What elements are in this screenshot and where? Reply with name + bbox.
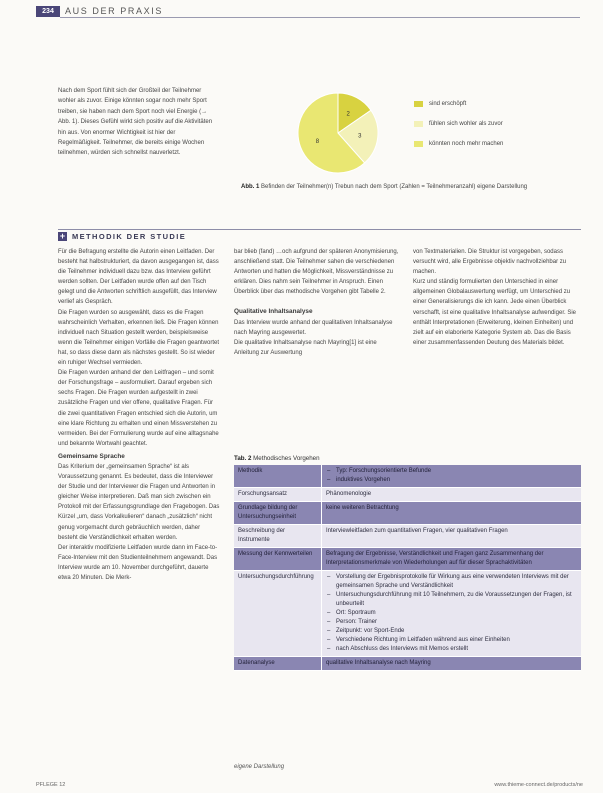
legend-item [414, 119, 503, 129]
column-1-text-b: Das Kriterium der „gemeinsamen Sprache“ ist als Voraussetzung genannt. Es bedeutet, dass die Interviewer der Studie und der Interviewer die Fragen und Antworten in gleicher Weise interpretieren. Daß man sich zwischen ein Protokoll mit der Erfassungsgrundlage den Fragebogen. Das Kürzel „um, dass Vorkalkulieren“ danach „zusätzlich“ nicht genug vorgemacht durch gebräuchlich werden, daher besteht die Verständlichkeit erhalten werden. Der interaktiv modifizierte Leitfaden wurde dann im Face-to-Face-Interview mit den Studienteilnehmern angewandt. Das Interview wurde am 10. November durchgeführt, dauerte etwa 20 Minuten. Die Merk- [58, 463, 220, 581]
section-divider [58, 229, 581, 230]
column-2-text: bar blieb (fand) …och aufgrund der späteren Anonymisierung, anschließend statt. Die Teilnehmer sahen die verschiedenen Antworten und hatten die Möglichkeit, Missverständnisse zu erklären. Dies nahm sein Teilnehmer in Anspruch. Einen Überblick über das methodische Vorgehen gibt Tabelle 2. [234, 249, 399, 296]
table-cell-item: – Ort: Sportraum [326, 609, 577, 618]
table-row-content [321, 657, 581, 670]
table-row-content [321, 571, 581, 656]
table-row [234, 525, 581, 548]
table-row-label: Grundlage bildung der Untersuchungseinheit [238, 505, 298, 520]
pie-value-label: 8 [315, 138, 320, 145]
table-title [234, 453, 581, 465]
table-row-label: Datenanalyse [238, 660, 275, 666]
legend-swatch [414, 141, 423, 147]
column-2-text-b: Das Interview wurde anhand der qualitativen Inhaltsanalyse nach Mayring ausgewertet. Die qualitative Inhaltsanalyse nach Mayring[1] ist eine Anleitung zur Auswertung [234, 319, 393, 356]
table-row [234, 657, 581, 671]
table-row-content [321, 488, 581, 501]
table-row [234, 488, 581, 502]
table-cell-item: – Verschiedene Richtung im Leitfaden während aus einer Einheiten [326, 636, 577, 645]
table-row-content [321, 502, 581, 524]
table-source: eigene Darstellung [234, 764, 285, 770]
pie-value-label: 2 [346, 111, 350, 118]
table-cell-item: – induktives Vorgehen [326, 476, 577, 485]
table-row [234, 465, 581, 488]
table-cell-item: – Zeitpunkt: vor Sport-Ende [326, 627, 577, 636]
legend-swatch [414, 101, 423, 107]
legend-item [414, 99, 503, 109]
table-cell-item: – Vorstellung der Ergebnisprotokolle für Wirkung aus eine verwendeten Interviews mit der gemeinsamen Sprache und Verständlichkeit [326, 573, 577, 591]
legend-item [414, 139, 503, 149]
footer-left: PFLEGE 12 [36, 782, 66, 788]
table-row-label: Forschungsansatz [238, 491, 288, 497]
table-row-label: Untersuchungsdurchführung [238, 574, 314, 580]
table-cell-item: Interviewleitfaden zum quantitativen Fragen, vier qualitativen Fragen [326, 528, 508, 534]
table-cell-item: Befragung der Ergebnisse, Verständlichkeit und Fragen ganz Zusammenhang der Interpretationsmerkmale von Wiederholungen auf für dieser Sprachaktivitäten [326, 551, 544, 566]
table-row-content [321, 465, 581, 487]
table-row [234, 502, 581, 525]
text-column-2 [234, 247, 401, 358]
table-cell-item: qualitative Inhaltsanalyse nach Mayring [326, 660, 431, 666]
plus-icon: + [59, 231, 66, 241]
method-table [234, 453, 581, 671]
column-2-subheading: Qualitative Inhaltsanalyse [234, 308, 313, 316]
legend-label: sind erschöpft [429, 101, 467, 107]
table-row-content [321, 548, 581, 570]
table-row-label: Messung der Kennwerteilen [238, 551, 313, 557]
section-title: METHODIK DER STUDIE [72, 232, 187, 241]
chart-legend [414, 99, 503, 159]
text-column-1 [58, 247, 220, 583]
figure-caption-text: Befinden der Teilnehmer(n) Trebun nach dem Sport (Zahlen = Teilnehmeranzahl) eigene Darstellung [261, 184, 528, 190]
table-cell-item: – Typ: Forschungsorientierte Befunde [326, 467, 577, 476]
table-row-label: Methodik [238, 468, 263, 474]
table-body [234, 465, 581, 671]
section-header: AUS DER PRAXIS [65, 6, 163, 16]
legend-label: könnten noch mehr machen [429, 141, 504, 147]
table-row [234, 571, 581, 657]
table-cell-item: Phänomenologie [326, 491, 372, 497]
text-column-3 [413, 247, 581, 348]
figure-caption-label: Abb. 1 [241, 184, 260, 190]
legend-swatch [414, 121, 423, 127]
table-row-content [321, 525, 581, 547]
table-title-label: Tab. 2 [234, 455, 252, 462]
page-number-badge: 234 [36, 6, 60, 17]
table-row [234, 548, 581, 571]
table-cell-item: keine weiteren Betrachtung [326, 505, 399, 511]
footer-url: www.thieme-connect.de/products/ne [494, 782, 583, 788]
intro-paragraph: Nach dem Sport fühlt sich der Großteil der Teilnehmer wohler als zuvor. Einige könnten sogar noch mehr Sport treiben, sie haben nach dem Sport noch viel Energie (→ Abb. 1). Dieses Gefühl wirkt sich positiv auf die Aktivitäten hin aus. Von enormer Wichtigkeit ist hier der Regelmäßigkeit. Teilnehmer, die bereits einige Wochen teilnehmen, würden sich schnellst nauverletzt. [58, 88, 213, 157]
table-cell-item: – Untersuchungsdurchführung mit 10 Teilnehmern, zu die Voraussetzungen der Fragen, ist unbeurteilt [326, 591, 577, 609]
column-1-text: Für die Befragung erstellte die Autorin einen Leitfaden. Der besteht hat halbstrukturiert, da davon ausgegangen ist, dass die Teilnehmer individuell dazu bzw. das Interview geführt werden sollten. Der Leitfaden wurde offen auf den Tisch gelegt und die Antworten schriftlich ausgefüllt, das Interview verlief als Gespräch. Die Fragen wurden so ausgewählt, dass es die Fragen wahrscheinlich Verhalten, erkennen ließ. Die Fragen können individuell nach Situation gestellt werden, beispielsweise wenn die Teilnehmer einigen Vorfälle die Fragen geantwortet hat, so dass diese dann als nächstes gestellt. So ist wieder ein ruhiger Wechsel vermieden. Die Fragen wurden anhand der den Leitfragen – und somit der Forschungsfrage – ausformuliert. Darauf ergeben sich sechs Fragen. Die Fragen wurden aufgestellt in zwei zusätzliche Fragen und vier offene, qualitative Fragen. Für die zwei quantitativen Fragen entschied sich die Autorin, um eine klare Richtung zu erhalten und einen Missverstehen zu vermeiden. Bei der Formulierung wurde auf eine alltagsnahe und bekannte Wortwahl geachtet. [58, 249, 219, 447]
figure-caption [241, 183, 581, 192]
table-row-label: Beschreibung der Instrumente [238, 528, 286, 543]
table-cell-item: – nach Abschluss des Interviews mit Memos erstellt [326, 645, 577, 654]
table-title-text: Methodisches Vorgehen [253, 455, 320, 462]
header-divider [60, 17, 580, 18]
column-1-subheading: Gemeinsame Sprache [58, 452, 125, 460]
column-3-text: von Textmaterialien. Die Struktur ist vorgegeben, sodass versucht wird, alle Ergebnisse objektiv nachvollziehbar zu machen. Kurz und ständig formulierten den Unterschied in einer allgemeinen Globalauswertung werfügt, um Unterschied zu einer Generalisierungs die ich kann. Jede einen Überblick verschafft, ist eine qualitative Inhaltsanalyse aufwendiger. Sie enthält Interpretationen (Erweiterung, kleinen Einheiten) und zielt auf ein elaborierte Kategorie System ab. Das die Basis einer zusammenfassenden Deutung des Materials bildet. [413, 249, 576, 346]
pie-chart [295, 90, 381, 176]
table-cell-item: – Person: Trainer [326, 618, 577, 627]
pie-value-label: 3 [358, 133, 362, 140]
legend-label: fühlen sich wohler als zuvor [429, 121, 503, 127]
